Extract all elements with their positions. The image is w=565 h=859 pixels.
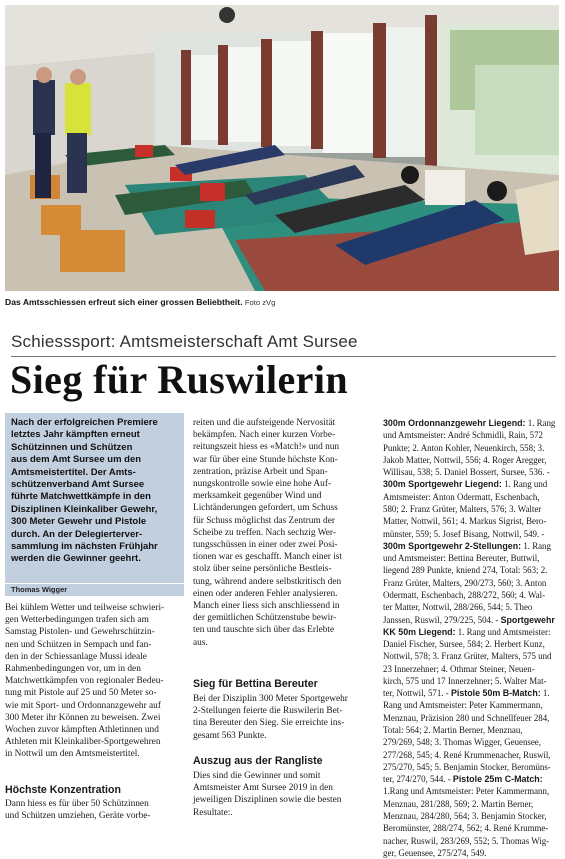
- results-line: Menznau, 284/280, 564; 3. Benjamin Stocker,: [383, 811, 547, 821]
- photo-credit: Foto zVg: [244, 298, 276, 307]
- body-line: gen Wetterbedingungen trafen sich am: [5, 615, 149, 626]
- results-line: Janssen, Ruswil, 279/225, 504. - Sportgewehr: [383, 614, 555, 625]
- body-line: ten und tauschte sich über das Erlebte: [193, 625, 335, 636]
- body-column-1b: [5, 798, 185, 822]
- body-line: nungskontrolle sowie eine hohe Auf-: [193, 479, 332, 490]
- results-line: ger, Geuensee, 275/274, 549.: [383, 847, 487, 858]
- body-line: 300 Meter ihr Können zu beweisen. Zwei: [5, 712, 161, 723]
- subheading-ranking: Auszug aus der Rangliste: [193, 755, 323, 767]
- lead-line: führte Matchwettkämpfe in den: [11, 491, 151, 503]
- body-line: Amtsmeister Amt Sursee 2019 in den: [193, 783, 333, 794]
- discipline-label: KK 50m Liegend:: [383, 626, 456, 637]
- discipline-label: Pistole 50m B-Match:: [450, 688, 541, 699]
- photo-caption: [5, 296, 559, 309]
- body-line: reiten und die aufsteigende Nervosität: [193, 418, 336, 428]
- results-line: 300m Ordonnanzgewehr Liegend: 1. Rang: [383, 418, 556, 428]
- results-line: 23 Innerzehner; 4. Othmar Steiner, Neuen-: [383, 663, 535, 674]
- results-line: münster, 559; 5. Josef Bisang, Nottwil, 549. -: [383, 528, 545, 539]
- body-line: in Nottwil um den Amtsmeistertitel.: [5, 749, 140, 760]
- results-line: und Amtsmeister: André Schmidli, Rain, 572: [383, 430, 543, 441]
- discipline-label: 300m Sportgewehr 2-Stellungen:: [383, 540, 522, 551]
- discipline-label: 300m Sportgewehr Liegend:: [383, 479, 502, 490]
- discipline-label: Sportgewehr: [500, 614, 555, 625]
- body-line: war für über eine Stunde höchste Kon-: [193, 454, 338, 465]
- body-line: und Schützen umziehen, Geräte vorbe-: [5, 811, 151, 822]
- body-line: Lichtänderungen gefordert, um Schuss: [193, 503, 338, 514]
- body-line: Samstag Pistolen- und Gewehrschützin-: [5, 627, 155, 638]
- body-line: den in der Schiessanlage Mussi ideale: [5, 651, 147, 662]
- lead-line: werden die Gewinner geehrt.: [11, 553, 141, 565]
- results-line: 300m Sportgewehr Liegend: 1. Rang und: [383, 479, 548, 490]
- body-line: tina Bereuter den Sieg. Sie erreichte ins-: [193, 718, 345, 729]
- lead-line: 300 Meter Gewehr und Pistole: [11, 516, 147, 528]
- lead-text: [11, 417, 178, 566]
- results-line: Total: 564; 2. Martin Berner, Menznau,: [383, 725, 523, 736]
- subheading-bereuter: Sieg für Bettina Bereuter: [193, 678, 318, 690]
- results-line: Menznau, Präzision 280 und Schnellfeuer 284,: [383, 712, 550, 723]
- body-column-2: [193, 417, 373, 649]
- results-line: Nottwil, 578; 3. Franz Grüter, Malters, 575 und: [383, 651, 552, 662]
- author-name: Thomas Wigger: [11, 585, 68, 594]
- results-line: Odermatt, Eschenbach, 288/272, 560; 4. Wal-: [383, 589, 546, 600]
- body-line: der gemütlichen Schützenstube bewir-: [193, 613, 337, 624]
- lead-line: sammlung im nächsten Frühjahr: [11, 541, 158, 553]
- results-line: Rang und Amtsmeister: Peter Kammermann,: [383, 700, 543, 711]
- body-line: reitungszeit hiess es «Match!» und nun: [193, 442, 340, 453]
- body-line: 2-Stellungen feierte die Ruswilerin Bet-: [193, 706, 343, 717]
- body-line: Resultate:.: [193, 807, 233, 818]
- discipline-label: Pistole 25m C-Match:: [452, 774, 543, 785]
- results-line: ter, 274/270, 544. - Pistole 25m C-Match:: [383, 774, 543, 785]
- body-line: tung, während andere selbstkritisch den: [193, 576, 342, 587]
- body-line: Dies sind die Gewinner und somit: [193, 771, 321, 781]
- results-line: Menznau, 281/288, 569; 2. Martin Berner,: [383, 798, 534, 809]
- results-line: ter, Nottwil, 571. - Pistole 50m B-Match: 1.: [383, 688, 550, 699]
- results-line: Matter, Nottwil, 561; 4. Markus Sigrist, Bero-: [383, 516, 547, 527]
- results-line: kirch, 575 und 17 Innerzehner; 5. Walter Mat-: [383, 675, 547, 686]
- body-column-1: [5, 602, 185, 761]
- lead-line: Disziplinen Kleinkaliber Gewehr,: [11, 503, 158, 515]
- results-line: Beromünster, 288/274, 562; 4. René Krumme-: [383, 823, 549, 834]
- body-line: nen und Schützen in Sempach und fan-: [5, 639, 152, 650]
- body-line: wie mit Sport- und Ordonnanzgewehr auf: [5, 700, 161, 711]
- lead-line: Nach der erfolgreichen Premiere: [11, 417, 158, 428]
- body-line: gesamt 563 Punkte.: [193, 730, 267, 741]
- body-line: einen oder anderen Fehler analysieren.: [193, 588, 338, 599]
- body-line: tungsschüssen in einer oder zwei Posi-: [193, 540, 338, 551]
- results-column: [383, 417, 559, 859]
- article-kicker: Schiesssport: Amtsmeisterschaft Amt Sursee: [11, 332, 358, 351]
- discipline-label: 300m Ordonnanzgewehr Liegend:: [383, 418, 526, 428]
- body-line: Athleten mit Kleinkaliber-Sportgewehren: [5, 737, 161, 748]
- results-line: liegend 289 Punkte, kniend 274, Total: 563; 2.: [383, 565, 548, 576]
- lead-line: schützenverband Amt Sursee: [11, 479, 145, 491]
- photo-illustration: [5, 5, 559, 291]
- body-column-2b: [193, 693, 373, 742]
- results-line: Jakob Matter, Nottwil, 556; 4. Roger Aregger,: [383, 454, 547, 465]
- results-line: und Amtsmeister: Bettina Bereuter, Buttwil,: [383, 553, 540, 564]
- body-line: merksamkeit gegenüber Wind und: [193, 491, 322, 502]
- article-headline: Sieg für Ruswilerin: [10, 357, 348, 402]
- body-line: stolz über seine persönliche Bestleis-: [193, 564, 332, 575]
- results-line: 279/269, 548; 3. Thomas Wigger, Geuensee,: [383, 737, 541, 748]
- body-line: jeweiligen Disziplinen sowie die besten: [193, 795, 342, 806]
- body-line: für Schuss möglichst das Zentrum der: [193, 515, 335, 526]
- results-line: Franz Grüter, Malters, 290/273, 560; 3. Anton: [383, 577, 547, 588]
- results-line: nacher, Ruswil, 283/269, 552; 5. Thomas Wig-: [383, 835, 550, 846]
- subheading-concentration: Höchste Konzentration: [5, 784, 121, 796]
- body-line: aus.: [193, 637, 208, 648]
- body-line: Manch einer liess sich anschliessend in: [193, 601, 340, 612]
- results-line: 277/268, 545; 4. René Krummenacher, Ruswil,: [383, 749, 551, 760]
- shooting-range-photo: [5, 5, 559, 291]
- results-line: Daniel Fischer, Sursee, 584; 2. Herbert Kunz,: [383, 639, 545, 650]
- body-line: zentration, präzise Arbeit und Span-: [193, 466, 328, 477]
- results-line: Amtsmeister: Anton Odermatt, Eschenbach,: [383, 491, 540, 502]
- body-line: tung mit Pistole auf 25 und 50 Meter so-: [5, 688, 157, 699]
- results-line: Willisau, 538; 5. Daniel Bossert, Sursee, 536. -: [383, 467, 550, 478]
- body-line: tionen war es geschafft. Manch einer ist: [193, 552, 343, 563]
- lead-box: [5, 413, 184, 583]
- results-line: KK 50m Liegend: 1. Rang und Amtsmeister:: [383, 626, 551, 637]
- body-line: Rahmenbedingungen vor, um in den: [5, 664, 141, 675]
- body-line: Bei der Disziplin 300 Meter Sportgewehr: [193, 694, 348, 704]
- caption-text: Das Amtsschiessen erfreut sich einer grossen Beliebtheit.: [5, 297, 243, 307]
- results-line: 580; 2. Franz Grüter, Malters, 576; 3. Walter: [383, 503, 542, 514]
- body-line: bekämpfen. Nach einer kurzen Vorbe-: [193, 430, 336, 441]
- results-line: 275/270, 545; 5. Benjamin Stocker, Beromüns-: [383, 761, 551, 772]
- lead-line: Amtsmeistertitel. Der Amts-: [11, 466, 136, 478]
- lead-line: aus dem Amt Sursee um den: [11, 454, 142, 466]
- results-line: 300m Sportgewehr 2-Stellungen: 1. Rang: [383, 540, 551, 551]
- body-line: Wochen zuvor kämpften Athletinnen und: [5, 725, 159, 736]
- results-line: Punkte; 2. Anton Kohler, Neuenkirch, 558; 3.: [383, 442, 545, 453]
- lead-line: letztes Jahr kämpften erneut: [11, 429, 140, 441]
- body-line: Dann hiess es für über 50 Schützinnen: [5, 799, 149, 809]
- body-line: Scheibe zu treffen. Nach sechzig Wer-: [193, 527, 336, 538]
- lead-line: durch. An der Delegierterver-: [11, 528, 143, 540]
- body-line: Matchwettkämpfen von regionaler Bedeu-: [5, 676, 164, 687]
- lead-line: Schützinnen und Schützen: [11, 441, 133, 453]
- body-line: Bei kühlem Wetter und teilweise schwieri-: [5, 603, 165, 613]
- results-line: 1.Rang und Amtsmeister: Peter Kammermann,: [383, 786, 550, 797]
- results-line: ter Matter, Nottwil, 288/266, 544; 5. Theo: [383, 602, 533, 613]
- body-column-2c: [193, 770, 373, 819]
